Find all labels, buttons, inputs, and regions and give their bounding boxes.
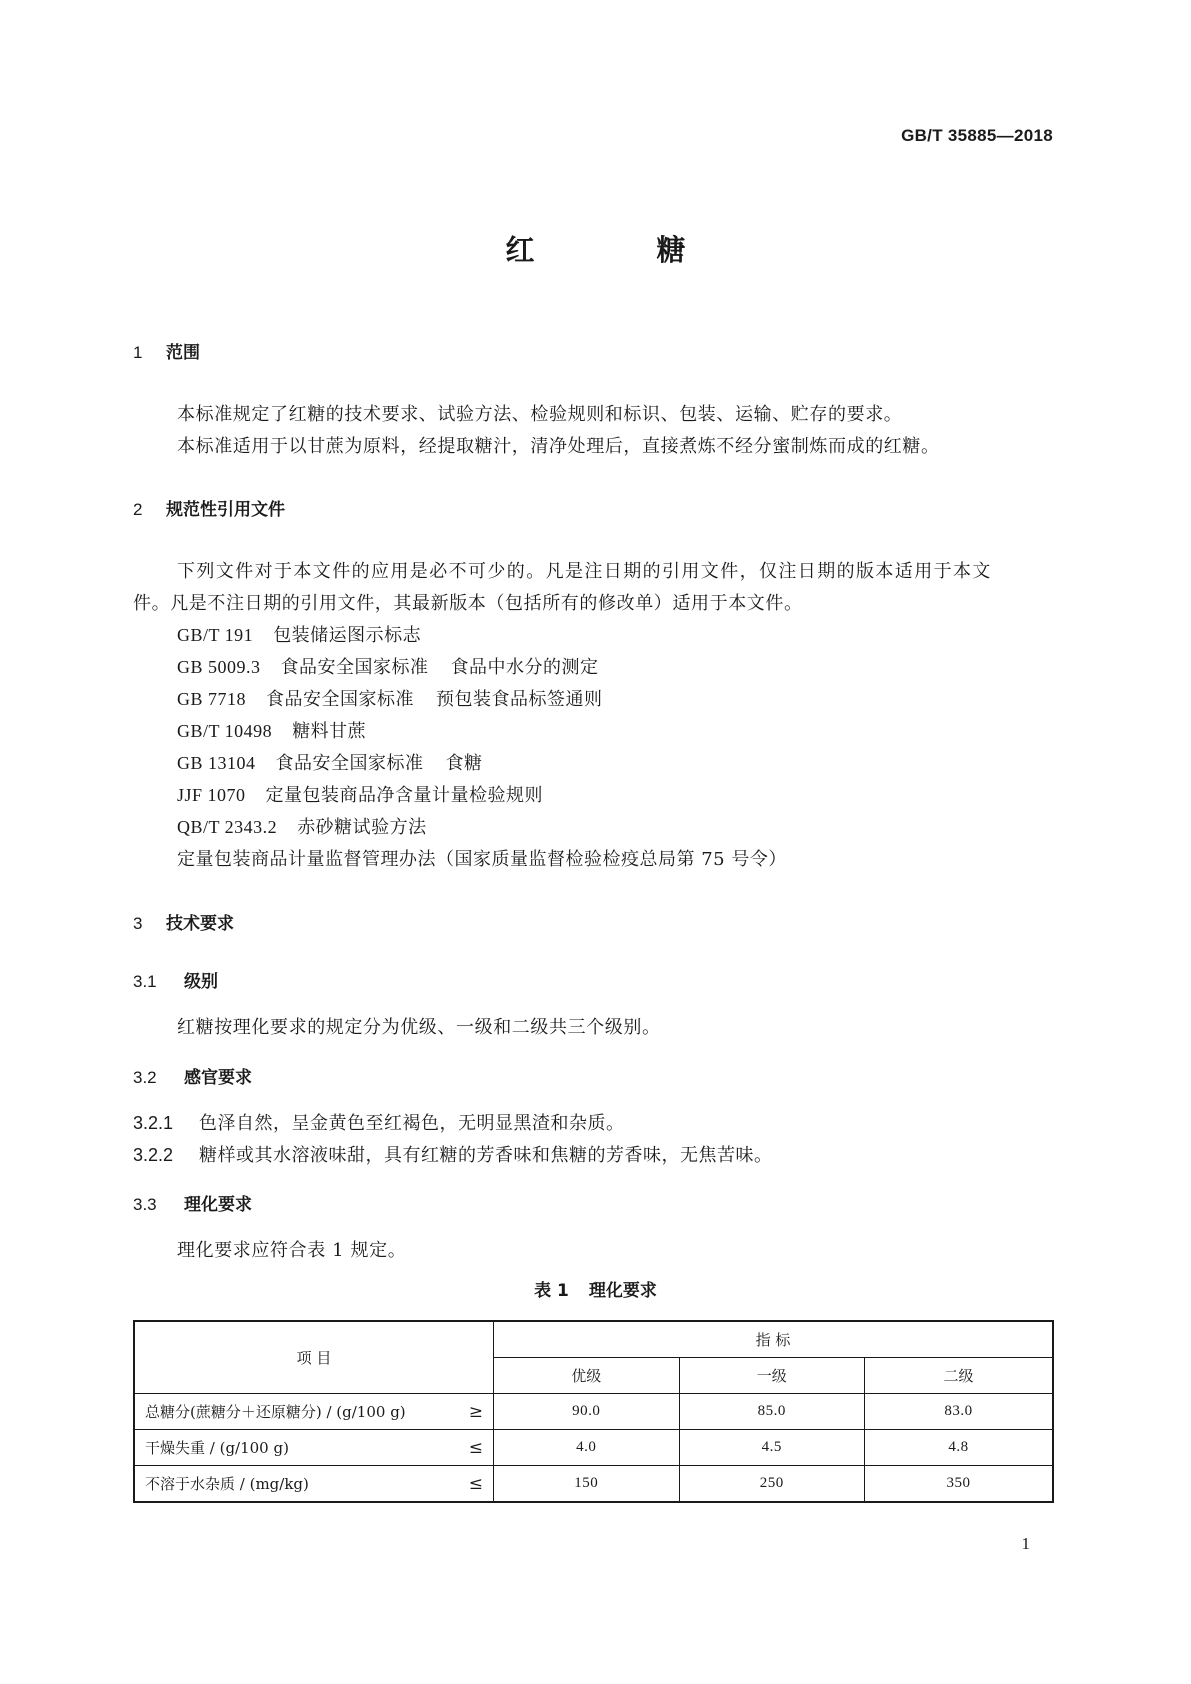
reference-code: JJF 1070	[177, 785, 246, 805]
row-value: 4.5	[679, 1430, 865, 1466]
clause-number: 3.2.1	[133, 1113, 174, 1133]
reference-code: GB/T 191	[177, 625, 254, 645]
section-3-title: 技术要求	[166, 914, 234, 934]
row-item-cell	[134, 1394, 494, 1430]
normative-intro-line-2: 件。凡是不注日期的引用文件，其最新版本（包括所有的修改单）适用于本文件。	[133, 593, 803, 614]
table-row	[134, 1466, 1053, 1503]
header-item: 项 目	[134, 1321, 494, 1394]
header-index: 指 标	[494, 1321, 1054, 1358]
row-value: 350	[865, 1466, 1054, 1503]
page-number: 1	[1021, 1534, 1030, 1553]
row-operator: ≤	[468, 1473, 483, 1494]
reference-title: 定量包装商品净含量计量检验规则	[265, 785, 544, 806]
section-3-1-heading	[133, 967, 218, 992]
normative-intro-line-1: 下列文件对于本文件的应用是必不可少的。凡是注日期的引用文件，仅注日期的版本适用于本文	[177, 561, 992, 582]
reference-item	[177, 813, 427, 839]
reference-item	[177, 685, 603, 711]
reference-title: 食品安全国家标准	[280, 657, 429, 678]
row-item: 干燥失重 / (g/100 g)	[145, 1439, 289, 1457]
row-value: 83.0	[865, 1394, 1054, 1430]
reference-subtitle: 食品中水分的测定	[450, 657, 599, 678]
section-3-number: 3	[133, 914, 143, 933]
section-1-number: 1	[133, 343, 143, 362]
section-3-3-title: 理化要求	[184, 1195, 252, 1215]
section-1-title: 范围	[166, 343, 200, 363]
table-caption-label: 表 1	[534, 1281, 569, 1301]
reference-item	[177, 781, 543, 807]
section-3-2-heading	[133, 1063, 252, 1088]
scope-paragraph-1: 本标准规定了红糖的技术要求、试验方法、检验规则和标识、包装、运输、贮存的要求。	[177, 404, 903, 425]
reference-subtitle: 预包装食品标签通则	[436, 689, 603, 710]
row-item-cell	[134, 1466, 494, 1503]
clause-text: 糖样或其水溶液味甜，具有红糖的芳香味和焦糖的芳香味，无焦苦味。	[199, 1145, 773, 1166]
section-2-heading	[133, 495, 285, 520]
section-3-2-title: 感官要求	[184, 1068, 252, 1088]
clause-number: 3.2.2	[133, 1145, 174, 1165]
row-item: 总糖分(蔗糖分＋还原糖分) / (g/100 g)	[145, 1403, 406, 1421]
row-item: 不溶于水杂质 / (mg/kg)	[145, 1475, 309, 1493]
section-2-number: 2	[133, 500, 143, 519]
table-header-row	[134, 1321, 1053, 1358]
title-char-2: 糖	[656, 233, 686, 267]
section-3-heading	[133, 909, 234, 934]
row-item-cell	[134, 1430, 494, 1466]
physicochemical-table	[133, 1320, 1054, 1503]
grade-paragraph: 红糖按理化要求的规定分为优级、一级和二级共三个级别。	[177, 1017, 661, 1038]
reference-item-regulation: 定量包装商品计量监督管理办法（国家质量监督检验检疫总局第 75 号令）	[177, 849, 787, 870]
reference-code: GB 5009.3	[177, 657, 261, 677]
header-grade: 二级	[865, 1358, 1054, 1394]
row-value: 4.8	[865, 1430, 1054, 1466]
row-value: 150	[494, 1466, 680, 1503]
reference-title: 赤砂糖试验方法	[297, 817, 427, 838]
clause-text: 色泽自然，呈金黄色至红褐色，无明显黑渣和杂质。	[199, 1113, 625, 1134]
row-value: 4.0	[494, 1430, 680, 1466]
reference-code: GB 7718	[177, 689, 247, 709]
reference-title: 食品安全国家标准	[266, 689, 415, 710]
reference-code: QB/T 2343.2	[177, 817, 278, 837]
reference-title: 包装储运图示标志	[273, 625, 422, 646]
section-1-heading	[133, 338, 200, 363]
header-grade: 一级	[679, 1358, 865, 1394]
reference-item	[177, 653, 599, 679]
reference-code: GB/T 10498	[177, 721, 273, 741]
section-3-1-number: 3.1	[133, 972, 157, 991]
standard-code: GB/T 35885—2018	[901, 126, 1053, 145]
table-row	[134, 1430, 1053, 1466]
row-value: 90.0	[494, 1394, 680, 1430]
clause-3-2-1	[133, 1109, 625, 1135]
row-value: 250	[679, 1466, 865, 1503]
table-caption-title: 理化要求	[588, 1281, 657, 1301]
reference-subtitle: 食糖	[445, 753, 483, 774]
section-3-1-title: 级别	[184, 972, 218, 992]
table-row	[134, 1394, 1053, 1430]
header-grade: 优级	[494, 1358, 680, 1394]
section-3-2-number: 3.2	[133, 1068, 157, 1087]
physicochemical-paragraph: 理化要求应符合表 1 规定。	[177, 1240, 407, 1261]
scope-paragraph-2: 本标准适用于以甘蔗为原料，经提取糖汁，清净处理后，直接煮炼不经分蜜制炼而成的红糖。	[177, 436, 940, 457]
reference-title: 食品安全国家标准	[275, 753, 424, 774]
table-caption	[0, 1276, 1191, 1301]
section-3-3-number: 3.3	[133, 1195, 157, 1214]
reference-title: 糖料甘蔗	[292, 721, 367, 742]
reference-item	[177, 749, 483, 775]
row-value: 85.0	[679, 1394, 865, 1430]
reference-code: GB 13104	[177, 753, 256, 773]
reference-item	[177, 621, 421, 647]
document-title	[0, 228, 1191, 269]
row-operator: ≥	[468, 1401, 483, 1422]
reference-item	[177, 717, 366, 743]
section-3-3-heading	[133, 1190, 252, 1215]
clause-3-2-2	[133, 1141, 773, 1167]
title-char-1: 红	[505, 233, 535, 267]
section-2-title: 规范性引用文件	[166, 500, 285, 520]
row-operator: ≤	[468, 1437, 483, 1458]
